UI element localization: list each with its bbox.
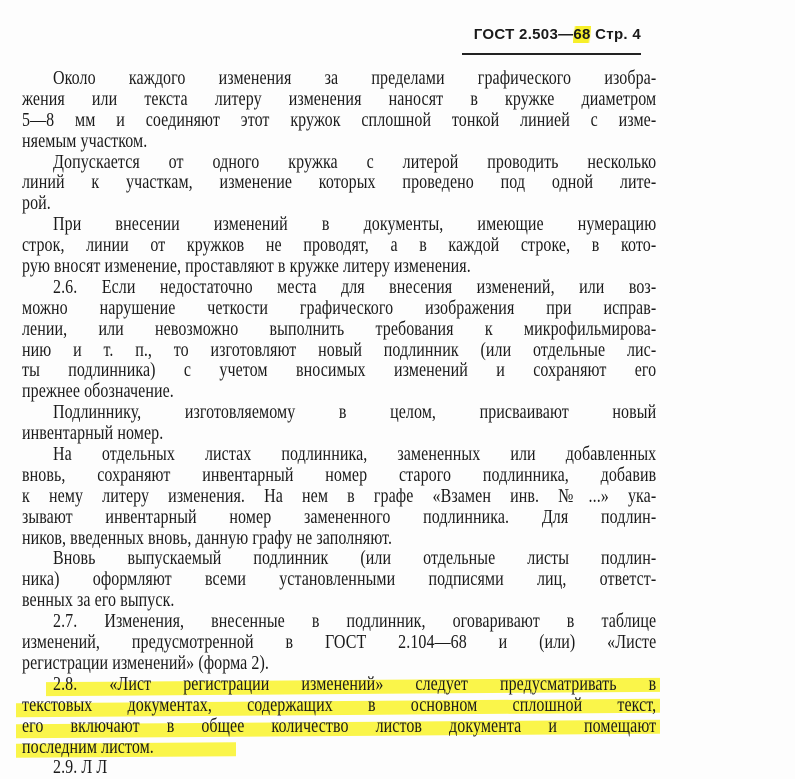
line-text: 2.8. «Лист регистрации изменений» следует предусматривать в bbox=[53, 673, 657, 695]
text-line bbox=[22, 466, 656, 487]
document-body bbox=[22, 68, 657, 779]
text-line bbox=[22, 361, 656, 382]
text-line bbox=[22, 111, 656, 132]
standard-year-highlighted: 68 bbox=[573, 26, 591, 43]
text-line bbox=[22, 299, 656, 320]
line-text: На отдельных листах подлинника, замененных или добавленных bbox=[53, 444, 657, 466]
text-line bbox=[22, 529, 656, 550]
line-text: инвентарный номер. bbox=[22, 423, 164, 445]
text-line bbox=[22, 257, 656, 278]
standard-reference bbox=[474, 26, 641, 43]
text-line bbox=[22, 612, 656, 633]
text-line bbox=[22, 424, 656, 445]
line-text: прежнее обозначение. bbox=[22, 381, 174, 403]
text-line bbox=[22, 132, 656, 153]
text-line bbox=[22, 654, 656, 675]
text-line bbox=[22, 570, 656, 591]
text-line bbox=[22, 90, 656, 111]
text-line bbox=[22, 633, 656, 654]
highlighted-text-line bbox=[22, 696, 656, 717]
line-text: венных за его выпуск. bbox=[22, 590, 175, 612]
highlighted-text-line bbox=[22, 717, 656, 738]
text-line bbox=[22, 173, 656, 194]
page-header bbox=[440, 22, 641, 52]
line-text: 2.7. Изменения, внесенные в подлинник, оговаривают в таблице bbox=[53, 611, 657, 633]
line-text: текстовых документах, содержащих в основном сплошной текст, bbox=[22, 694, 657, 716]
line-text: 2.6. Если недостаточно места для внесения изменений, или воз- bbox=[53, 276, 657, 298]
line-text: рой. bbox=[22, 193, 51, 215]
line-text: вновь, сохраняют инвентарный номер старого подлинника, добавив bbox=[22, 464, 657, 486]
line-text: 5—8 мм и соединяют этот кружок сплошной тонкой линией с изме- bbox=[22, 109, 657, 131]
line-text: линий к участкам, изменение которых проведено под одной лите- bbox=[22, 172, 657, 194]
highlighted-text-line bbox=[22, 738, 656, 759]
line-text: Около каждого изменения за пределами графического изобра- bbox=[53, 68, 657, 89]
text-line bbox=[22, 320, 656, 341]
line-text: рую вносят изменение, проставляют в кружке литеру изменения. bbox=[22, 256, 471, 278]
text-line bbox=[22, 508, 656, 529]
text-line bbox=[22, 445, 656, 466]
text-line bbox=[22, 382, 656, 403]
text-line bbox=[22, 278, 656, 299]
text-line bbox=[22, 153, 656, 174]
text-line bbox=[22, 549, 656, 570]
header-rule bbox=[462, 53, 641, 55]
line-text: лении, или невозможно выполнить требования к микрофильмирова- bbox=[22, 318, 657, 340]
line-text: Вновь выпускаемый подлинник (или отдельные листы подлин- bbox=[53, 548, 657, 570]
text-line bbox=[22, 341, 656, 362]
text-line bbox=[22, 487, 656, 508]
line-text: 2.9. Л Л bbox=[53, 757, 108, 779]
standard-prefix: ГОСТ 2.503— bbox=[473, 26, 574, 43]
line-text: зывают инвентарный номер замененного подлинника. Для подлин- bbox=[22, 506, 657, 528]
line-text: можно нарушение четкости графического изображения при исправ- bbox=[22, 297, 657, 319]
text-line bbox=[22, 194, 656, 215]
line-text: При внесении изменений в документы, имеющие нумерацию bbox=[53, 214, 657, 236]
line-text: жения или текста литеру изменения наносят в кружке диаметром bbox=[22, 88, 657, 110]
line-text: Допускается от одного кружка с литерой проводить несколько bbox=[53, 151, 657, 173]
line-text: нию и т. п., то изготовляют новый подлинник (или отдельные лис- bbox=[22, 339, 657, 361]
text-line bbox=[22, 403, 656, 424]
line-text: его включают в общее количество листов документа и помещают bbox=[22, 715, 657, 737]
text-line bbox=[22, 69, 656, 90]
line-text: к нему литеру изменения. На нем в графе «Взамен инв. №...» ука- bbox=[22, 485, 657, 507]
line-text: ника) оформляют всеми установленными подписями лиц, ответст- bbox=[22, 569, 657, 591]
text-line bbox=[22, 215, 656, 236]
text-line bbox=[22, 591, 656, 612]
line-text: изменений, предусмотренной в ГОСТ 2.104—68 и (или) «Листе bbox=[22, 632, 657, 654]
line-text: последним листом. bbox=[22, 736, 154, 758]
line-text: Подлиннику, изготовляемому в целом, присваивают новый bbox=[53, 402, 657, 424]
page-number: Стр. 4 bbox=[590, 26, 641, 43]
text-line bbox=[22, 236, 656, 257]
line-text: ников, введенных вновь, данную графу не заполняют. bbox=[22, 527, 393, 549]
line-text: регистрации изменений» (форма 2). bbox=[22, 652, 269, 674]
line-text: ты подлинника) с учетом вносимых изменений и сохраняют его bbox=[22, 360, 657, 382]
line-text: строк, линии от кружков не проводят, а в каждой строке, в кото- bbox=[22, 235, 657, 257]
highlighted-text-line bbox=[22, 675, 656, 696]
line-text: няемым участком. bbox=[22, 130, 148, 152]
text-line bbox=[22, 757, 656, 779]
